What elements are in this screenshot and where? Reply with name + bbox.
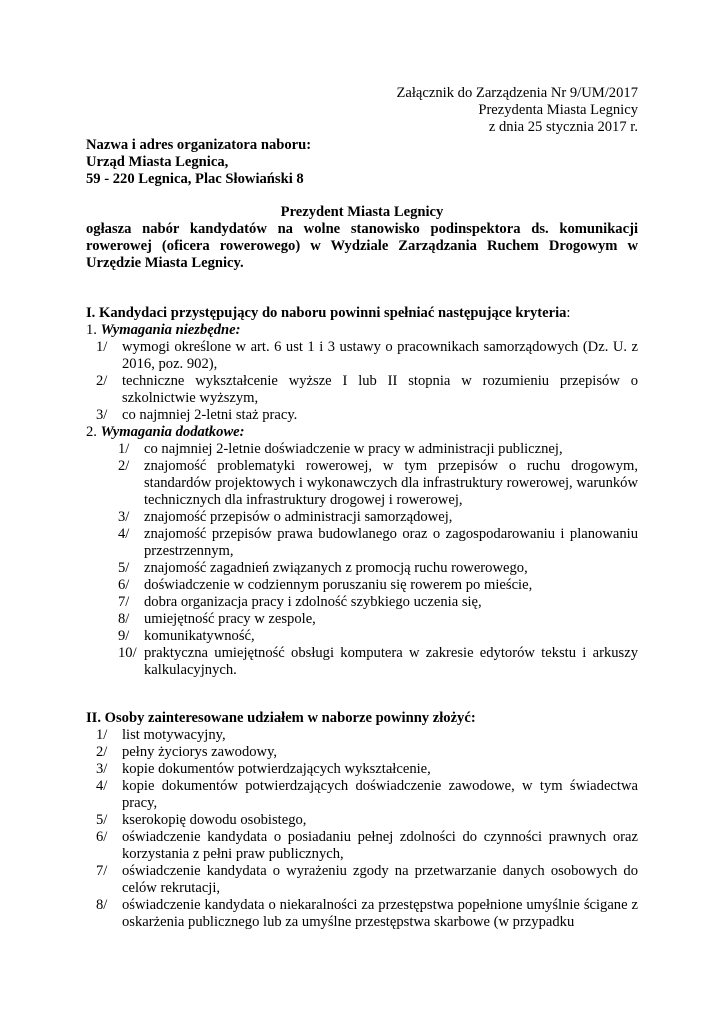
section-1-heading-line <box>86 305 638 322</box>
item-text: list motywacyjny, <box>122 727 226 743</box>
list-item <box>86 611 638 628</box>
list-item <box>86 778 638 812</box>
list-item <box>86 812 638 829</box>
item-number: 2/ <box>118 458 130 474</box>
list-item <box>86 577 638 594</box>
item-number: 2/ <box>96 744 108 760</box>
section-documents <box>86 710 638 931</box>
item-text: kopie dokumentów potwierdzających doświadczenie zawodowe, w tym świadectwa pracy, <box>122 778 638 811</box>
annex-line-1: Załącznik do Zarządzenia Nr 9/UM/2017 <box>396 85 638 101</box>
list-item <box>86 373 638 407</box>
item-number: 8/ <box>96 897 108 913</box>
item-text: co najmniej 2-letni staż pracy. <box>122 407 298 423</box>
item-number: 10/ <box>118 645 137 661</box>
item-text: wymogi określone w art. 6 ust 1 i 3 ustawy o pracownikach samorządowych (Dz. U. z 2016, poz. 902), <box>122 339 638 372</box>
list-item <box>86 441 638 458</box>
item-number: 3/ <box>96 761 108 777</box>
required-number: 1. <box>86 322 97 338</box>
organizer-label: Nazwa i adres organizatora naboru: <box>86 137 312 153</box>
list-item <box>86 897 638 931</box>
section-criteria <box>86 305 638 679</box>
list-item <box>86 407 638 424</box>
item-number: 1/ <box>96 339 108 355</box>
item-text: doświadczenie w codziennym poruszaniu się rowerem po mieście, <box>144 577 533 593</box>
section-2-heading: II. Osoby zainteresowane udziałem w naborze powinny złożyć: <box>86 710 476 726</box>
list-item <box>86 727 638 744</box>
list-item <box>86 339 638 373</box>
required-subheading <box>86 322 638 339</box>
additional-number: 2. <box>86 424 97 440</box>
item-number: 3/ <box>118 509 130 525</box>
item-number: 5/ <box>118 560 130 576</box>
item-text: umiejętność pracy w zespole, <box>144 611 316 627</box>
list-item <box>86 863 638 897</box>
item-number: 7/ <box>118 594 130 610</box>
annex-reference <box>396 85 638 136</box>
announcement-title: Prezydent Miasta Legnicy <box>280 204 444 220</box>
item-number: 3/ <box>96 407 108 423</box>
item-number: 4/ <box>118 526 130 542</box>
item-text: pełny życiorys zawodowy, <box>122 744 278 760</box>
section-1-heading: I. Kandydaci przystępujący do naboru powinni spełniać następujące kryteria <box>86 305 567 321</box>
item-number: 1/ <box>96 727 108 743</box>
item-text: oświadczenie kandydata o posiadaniu pełnej zdolności do czynności prawnych oraz korzystania z pełni praw publicznych, <box>122 829 638 862</box>
item-text: praktyczna umiejętność obsługi komputera w zakresie edytorów tekstu i arkuszy kalkulacyjnych. <box>144 645 638 678</box>
additional-subheading <box>86 424 638 441</box>
additional-list <box>86 441 638 679</box>
section-1-heading-suffix: : <box>566 305 571 321</box>
item-text: co najmniej 2-letnie doświadczenie w pracy w administracji publicznej, <box>144 441 563 457</box>
item-number: 1/ <box>118 441 130 457</box>
item-number: 9/ <box>118 628 130 644</box>
item-text: znajomość przepisów prawa budowlanego oraz o zagospodarowaniu i planowaniu przestrzennym, <box>144 526 638 559</box>
item-number: 8/ <box>118 611 130 627</box>
annex-line-3: z dnia 25 stycznia 2017 r. <box>488 119 638 135</box>
item-text: znajomość zagadnień związanych z promocją ruchu rowerowego, <box>144 560 528 576</box>
list-item <box>86 458 638 509</box>
list-item <box>86 509 638 526</box>
item-text: oświadczenie kandydata o niekaralności za przestępstwa popełnione umyślnie ścigane z oskarżenia publicznego lub za umyślne przestępstwa skarbowe (w przypadku <box>122 897 638 930</box>
annex-line-2: Prezydenta Miasta Legnicy <box>478 102 638 118</box>
item-number: 6/ <box>118 577 130 593</box>
item-text: dobra organizacja pracy i zdolność szybkiego uczenia się, <box>144 594 482 610</box>
list-item <box>86 829 638 863</box>
list-item <box>86 560 638 577</box>
announcement-body: ogłasza nabór kandydatów na wolne stanowisko podinspektora ds. komunikacji rowerowej (oficera rowerowego) w Wydziale Zarządzania Ruchem Drogowym w Urzędzie Miasta Legnicy. <box>86 221 638 271</box>
item-number: 5/ <box>96 812 108 828</box>
required-list <box>86 339 638 424</box>
additional-label: Wymagania dodatkowe: <box>100 424 245 440</box>
announcement <box>86 204 638 272</box>
documents-list <box>86 727 638 931</box>
item-text: znajomość przepisów o administracji samorządowej, <box>144 509 453 525</box>
list-item <box>86 628 638 645</box>
list-item <box>86 594 638 611</box>
list-item <box>86 645 638 679</box>
item-number: 6/ <box>96 829 108 845</box>
required-label: Wymagania niezbędne: <box>100 322 241 338</box>
item-text: komunikatywność, <box>144 628 255 644</box>
item-text: kserokopię dowodu osobistego, <box>122 812 307 828</box>
item-text: znajomość problematyki rowerowej, w tym przepisów o ruchu drogowym, standardów projektowych i wykonawczych dla infrastruktury rowerowej, warunków technicznych dla infrastruktury drogowej i rowerowej, <box>144 458 638 508</box>
item-text: techniczne wykształcenie wyższe I lub II stopnia w rozumieniu przepisów o szkolnictwie wyższym, <box>122 373 638 406</box>
organizer-address: 59 - 220 Legnica, Plac Słowiański 8 <box>86 171 304 187</box>
item-number: 4/ <box>96 778 108 794</box>
item-text: kopie dokumentów potwierdzających wykształcenie, <box>122 761 431 777</box>
list-item <box>86 761 638 778</box>
list-item <box>86 744 638 761</box>
organizer-block <box>86 137 311 188</box>
item-text: oświadczenie kandydata o wyrażeniu zgody na przetwarzanie danych osobowych do celów rekrutacji, <box>122 863 638 896</box>
item-number: 2/ <box>96 373 108 389</box>
item-number: 7/ <box>96 863 108 879</box>
list-item <box>86 526 638 560</box>
organizer-name: Urząd Miasta Legnica, <box>86 154 229 170</box>
